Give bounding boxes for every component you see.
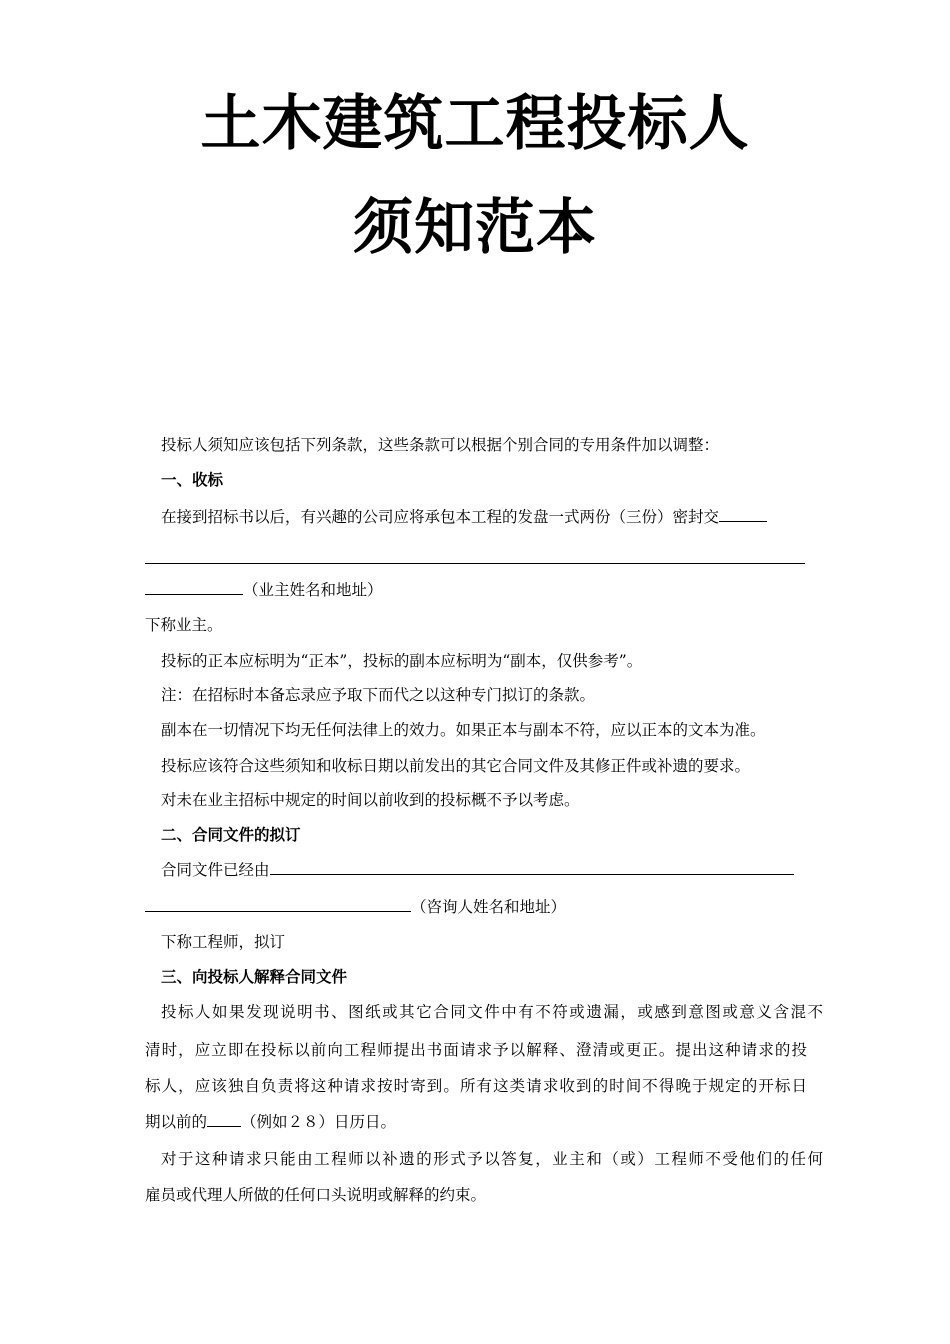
section-3-heading: 三、向投标人解释合同文件 [161, 967, 348, 986]
section-2-para-1-text: 合同文件已经由 [161, 861, 270, 879]
fill-in-blank [207, 1112, 241, 1127]
section-3-para-1-line-4 [145, 1111, 807, 1133]
section-3-para-1-line-4-start: 期以前的 [145, 1113, 208, 1131]
fill-in-blank [270, 860, 794, 875]
fill-in-blank [145, 549, 805, 564]
consultant-name-label: （咨询人姓名和地址） [411, 898, 567, 916]
document-title-line-2: 须知范本 [353, 193, 597, 263]
section-3-para-2-line-1: 对于这种请求只能由工程师以补遗的形式予以答复，业主和（或）工程师不受他们的任何 [161, 1150, 823, 1168]
owner-name-label: （业主姓名和地址） [243, 581, 383, 599]
owner-blank-line [145, 548, 807, 570]
section-2-heading: 二、合同文件的拟订 [161, 825, 301, 844]
section-3-para-2-line-2: 雇员或代理人所做的任何口头说明或解释的约束。 [145, 1186, 487, 1204]
consultant-name-line [145, 896, 807, 918]
fill-in-blank [145, 897, 411, 912]
owner-name-line [145, 579, 807, 601]
section-1-para-1-text: 在接到招标书以后，有兴趣的公司应将承包本工程的发盘一式两份（三份）密封交 [161, 508, 720, 526]
section-1-note: 注：在招标时本备忘录应予取下而代之以这种专门拟订的条款。 [161, 686, 596, 704]
section-1-para-2: 投标的正本应标明为“正本”，投标的副本应标明为“副本，仅供参考”。 [161, 652, 643, 670]
fill-in-blank [145, 580, 243, 595]
fill-in-blank [719, 507, 767, 522]
intro-paragraph: 投标人须知应该包括下列条款，这些条款可以根据个别合同的专用条件加以调整： [161, 436, 720, 454]
section-1-para-5: 投标应该符合这些须知和收标日期以前发出的其它合同文件及其修正件或补遗的要求。 [161, 757, 751, 775]
section-3-para-1-line-3: 标人，应该独自负责将这种请求按时寄到。所有这类请求收到的时间不得晚于规定的开标日 [145, 1077, 807, 1095]
section-2-para-1 [145, 859, 823, 881]
document-title-line-1: 土木建筑工程投标人 [200, 89, 750, 159]
section-3-para-1-line-2: 清时，应立即在投标以前向工程师提出书面请求予以解释、澄清或更正。提出这种请求的投 [145, 1041, 807, 1059]
section-3-para-1-line-4-end: （例如２８）日历日。 [241, 1113, 397, 1131]
owner-alias: 下称业主。 [145, 616, 223, 634]
section-1-para-1 [145, 506, 823, 528]
section-1-para-6: 对未在业主招标中规定的时间以前收到的投标概不予以考虑。 [161, 791, 580, 809]
section-2-para-2: 下称工程师，拟订 [161, 933, 286, 951]
section-1-para-4: 副本在一切情况下均无任何法律上的效力。如果正本与副本不符，应以正本的文本为准。 [161, 721, 766, 739]
section-1-heading: 一、收标 [161, 470, 224, 489]
section-3-para-1-line-1: 投标人如果发现说明书、图纸或其它合同文件中有不符或遗漏，或感到意图或意义含混不 [161, 1003, 823, 1021]
